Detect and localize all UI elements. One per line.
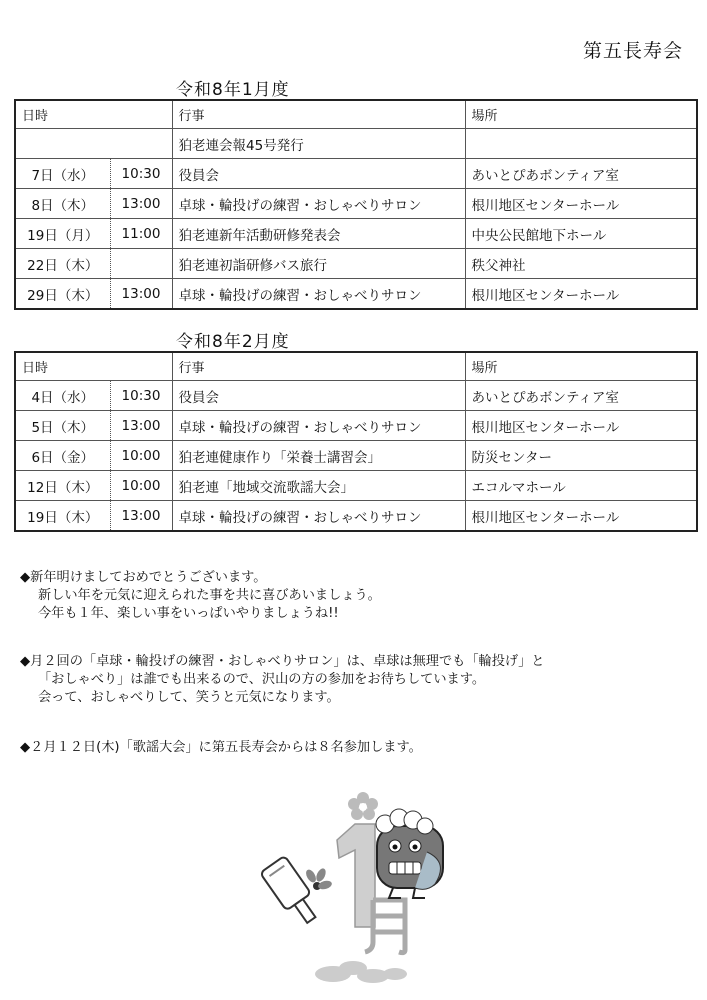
table-row bbox=[15, 219, 697, 249]
january-illustration bbox=[255, 792, 455, 992]
header-datetime: 日時 bbox=[15, 352, 172, 381]
row-event: 狛老連健康作り「栄養士講習会」 bbox=[172, 441, 465, 471]
row-place bbox=[465, 129, 697, 159]
header-place: 場所 bbox=[465, 352, 697, 381]
hagoita-paddle-icon bbox=[260, 856, 324, 929]
table-header-row bbox=[15, 100, 697, 129]
row-place: 秩父神社 bbox=[465, 249, 697, 279]
row-time: 10:00 bbox=[110, 471, 172, 501]
header-datetime: 日時 bbox=[15, 100, 172, 129]
row-event: 役員会 bbox=[172, 159, 465, 189]
row-day: 5日（木） bbox=[15, 411, 110, 441]
table-row bbox=[15, 129, 697, 159]
row-day: 7日（水） bbox=[15, 159, 110, 189]
row-event: 狛老連会報45号発行 bbox=[172, 129, 465, 159]
row-place: 根川地区センターホール bbox=[465, 501, 697, 532]
january-schedule-table bbox=[14, 99, 698, 310]
row-day: 19日（月） bbox=[15, 219, 110, 249]
table-row bbox=[15, 189, 697, 219]
table-row bbox=[15, 441, 697, 471]
row-time: 10:30 bbox=[110, 381, 172, 411]
row-time bbox=[110, 249, 172, 279]
row-place: 根川地区センターホール bbox=[465, 279, 697, 310]
row-time: 13:00 bbox=[110, 411, 172, 441]
table-row bbox=[15, 381, 697, 411]
row-place: 根川地区センターホール bbox=[465, 411, 697, 441]
shuttlecock-icon bbox=[304, 867, 333, 891]
table-row bbox=[15, 249, 697, 279]
row-time: 13:00 bbox=[110, 501, 172, 532]
table-row bbox=[15, 411, 697, 441]
table-row bbox=[15, 159, 697, 189]
row-day: 19日（木） bbox=[15, 501, 110, 532]
row-place: あいとぴあボンティア室 bbox=[465, 381, 697, 411]
note-line: 新しい年を元気に迎えられた事を共に喜びあいましょう。 bbox=[38, 588, 381, 603]
row-place: 中央公民館地下ホール bbox=[465, 219, 697, 249]
row-time: 13:00 bbox=[110, 189, 172, 219]
row-time: 13:00 bbox=[110, 279, 172, 310]
row-event: 卓球・輪投げの練習・おしゃべりサロン bbox=[172, 189, 465, 219]
february-title: 令和8年2月度 bbox=[176, 332, 290, 352]
february-schedule-table bbox=[14, 351, 698, 532]
row-datetime bbox=[15, 129, 172, 159]
note-karaoke bbox=[20, 739, 422, 757]
note-line: 会って、おしゃべりして、笑うと元気になります。 bbox=[38, 690, 340, 705]
row-place: あいとぴあボンティア室 bbox=[465, 159, 697, 189]
header-event: 行事 bbox=[172, 352, 465, 381]
row-event: 卓球・輪投げの練習・おしゃべりサロン bbox=[172, 279, 465, 310]
row-time: 10:00 bbox=[110, 441, 172, 471]
note-line: 今年も１年、楽しい事をいっぱいやりましょうね!! bbox=[38, 606, 339, 621]
note-line: ◆月２回の「卓球・輪投げの練習・おしゃべりサロン」は、卓球は無理でも「輪投げ」と bbox=[20, 654, 545, 669]
row-time: 11:00 bbox=[110, 219, 172, 249]
pine-decoration-icon bbox=[315, 961, 407, 983]
row-day: 6日（金） bbox=[15, 441, 110, 471]
table-row bbox=[15, 501, 697, 532]
row-event: 狛老連新年活動研修発表会 bbox=[172, 219, 465, 249]
shishimai-lion-icon bbox=[376, 809, 443, 898]
note-salon bbox=[20, 653, 544, 707]
row-day: 22日（木） bbox=[15, 249, 110, 279]
row-event: 狛老連「地域交流歌謡大会」 bbox=[172, 471, 465, 501]
row-event: 卓球・輪投げの練習・おしゃべりサロン bbox=[172, 411, 465, 441]
note-line: ◆新年明けましておめでとうございます。 bbox=[20, 570, 267, 585]
row-day: 8日（木） bbox=[15, 189, 110, 219]
numeral-one-icon bbox=[337, 824, 375, 927]
tsuki-character-icon bbox=[365, 900, 405, 953]
plum-blossom-icon bbox=[348, 792, 378, 820]
row-event: 役員会 bbox=[172, 381, 465, 411]
january-title: 令和8年1月度 bbox=[176, 80, 290, 100]
table-header-row bbox=[15, 352, 697, 381]
note-line: 「おしゃべり」は誰でも出来るので、沢山の方の参加をお待ちしています。 bbox=[38, 672, 486, 687]
row-time: 10:30 bbox=[110, 159, 172, 189]
row-place: エコルマホール bbox=[465, 471, 697, 501]
header-event: 行事 bbox=[172, 100, 465, 129]
row-day: 4日（水） bbox=[15, 381, 110, 411]
note-new-year bbox=[20, 569, 381, 623]
row-place: 根川地区センターホール bbox=[465, 189, 697, 219]
table-row bbox=[15, 471, 697, 501]
row-day: 29日（木） bbox=[15, 279, 110, 310]
row-event: 狛老連初詣研修バス旅行 bbox=[172, 249, 465, 279]
row-place: 防災センター bbox=[465, 441, 697, 471]
header-place: 場所 bbox=[465, 100, 697, 129]
organization-name: 第五長寿会 bbox=[583, 40, 684, 62]
row-event: 卓球・輪投げの練習・おしゃべりサロン bbox=[172, 501, 465, 532]
row-day: 12日（木） bbox=[15, 471, 110, 501]
note-line: ◆２月１２日(木)「歌謡大会」に第五長寿会からは８名参加します。 bbox=[20, 740, 422, 755]
table-row bbox=[15, 279, 697, 310]
